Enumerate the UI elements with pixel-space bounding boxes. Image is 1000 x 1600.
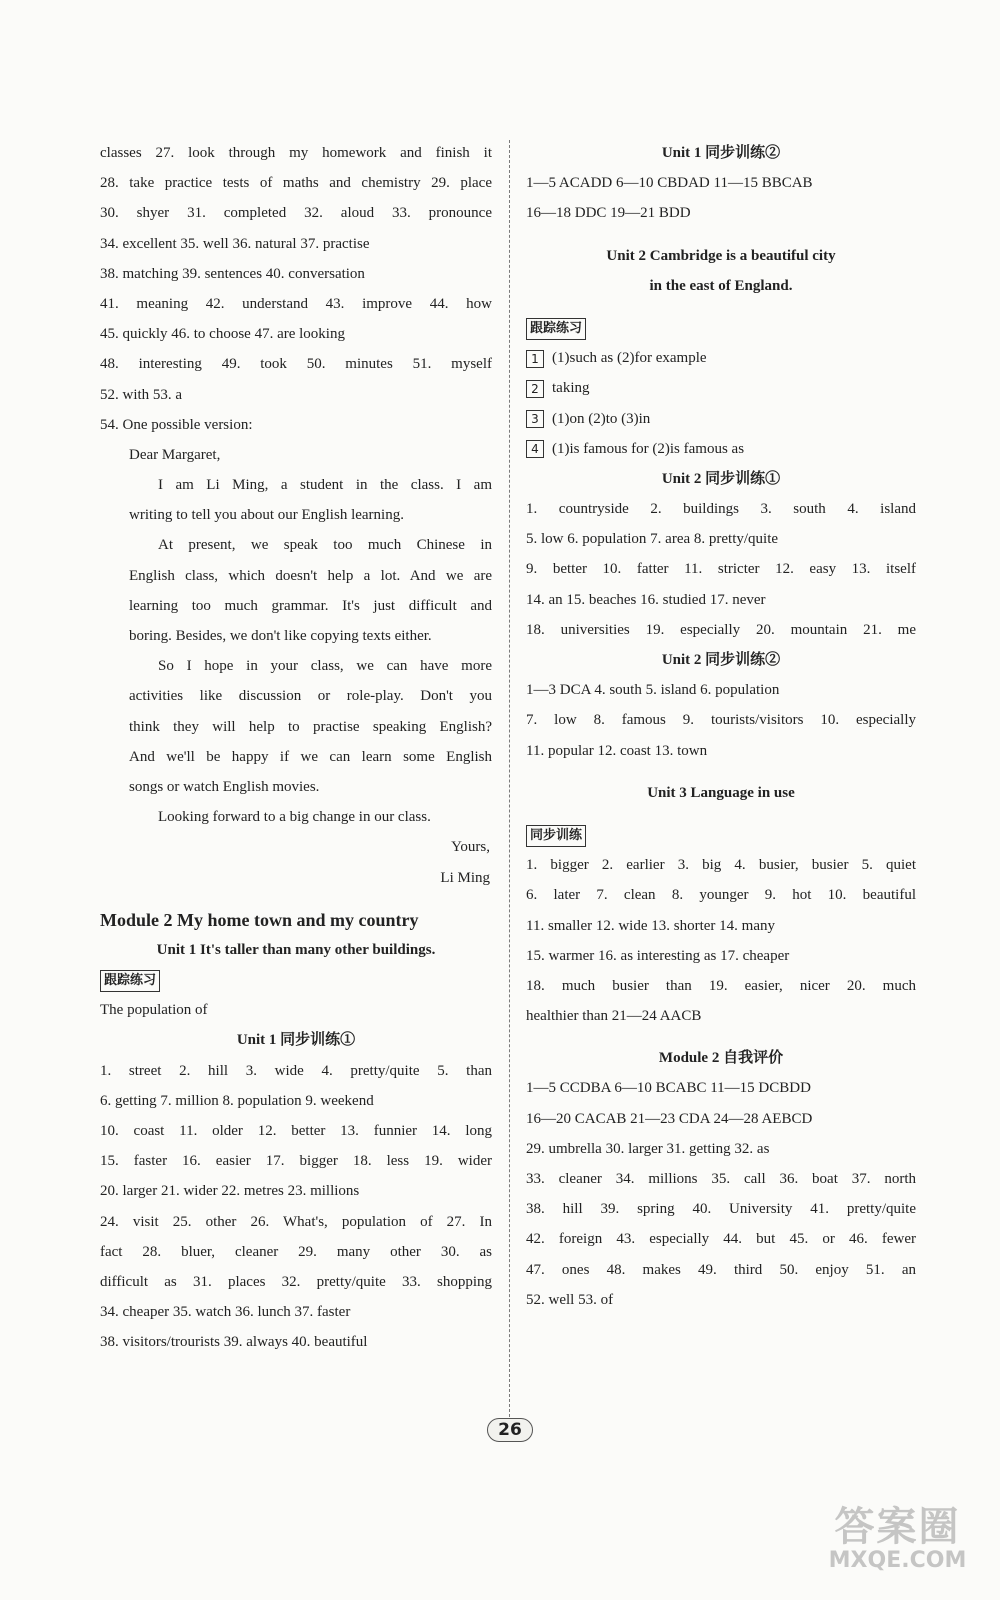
line-text: boring. Besides, we don't like copying texts either. <box>129 628 432 644</box>
right-column <box>526 138 916 1315</box>
answer-line <box>526 404 916 434</box>
number-box: 4 <box>526 440 544 458</box>
answer-line <box>100 1146 492 1176</box>
answer-line <box>100 772 492 802</box>
answer-line <box>100 1327 492 1357</box>
answer-line <box>100 935 492 965</box>
line-text: Unit 1 It's taller than many other buildings. <box>156 941 436 958</box>
answer-line <box>526 705 916 735</box>
answer-line <box>100 1116 492 1146</box>
line-text: English class, which doesn't help a lot. And we are <box>129 567 492 584</box>
answer-line <box>100 621 492 651</box>
answer-line <box>100 319 492 349</box>
spacer <box>526 301 916 313</box>
line-text: think they will help to practise speaking English? <box>129 718 492 735</box>
line-text: At present, we speak too much Chinese in <box>158 537 492 554</box>
line-text: 1. countryside 2. buildings 3. south 4. island <box>526 501 916 518</box>
line-text: 54. One possible version: <box>100 416 253 433</box>
line-text: Module 2 自我评价 <box>658 1050 784 1067</box>
answer-line <box>100 138 492 168</box>
answer-line <box>100 470 492 500</box>
answer-line <box>526 615 916 645</box>
answer-line <box>526 1255 916 1285</box>
answer-line <box>526 198 916 228</box>
answer-line <box>526 1285 916 1315</box>
answer-line <box>100 410 492 440</box>
section-tag-line <box>526 313 916 343</box>
line-text: 38. matching 39. sentences 40. conversation <box>100 265 365 282</box>
line-text: 1. bigger 2. earlier 3. big 4. busier, busier 5. quiet <box>526 857 916 874</box>
answer-line <box>100 802 492 832</box>
section-tag: 跟踪练习 <box>526 318 586 340</box>
line-text: 52. well 53. of <box>526 1291 614 1308</box>
answer-line <box>100 712 492 742</box>
answer-line <box>526 271 916 301</box>
watermark-title: 答案圈 <box>834 1504 961 1550</box>
answer-line <box>526 343 916 373</box>
line-text: 42. foreign 43. especially 44. but 45. or 46. fewer <box>526 1231 916 1248</box>
section-tag: 跟踪练习 <box>100 970 160 992</box>
answer-line <box>526 1134 916 1164</box>
line-text: fact 28. bluer, cleaner 29. many other 30. as <box>100 1243 492 1260</box>
answer-line <box>526 554 916 584</box>
line-text: songs or watch English movies. <box>129 778 320 795</box>
line-text: healthier than 21—24 AACB <box>526 1008 702 1025</box>
answer-line <box>100 229 492 259</box>
line-text: 15. faster 16. easier 17. bigger 18. less 19. wider <box>100 1153 492 1170</box>
answer-line <box>100 905 492 935</box>
line-text: 5. low 6. population 7. area 8. pretty/quite <box>526 531 779 548</box>
answer-line <box>100 1207 492 1237</box>
answer-line <box>526 1224 916 1254</box>
answer-line <box>100 832 492 862</box>
line-text: 29. umbrella 30. larger 31. getting 32. as <box>526 1140 770 1157</box>
line-text: 16—18 DDC 19—21 BDD <box>526 205 691 222</box>
answer-line <box>526 778 916 808</box>
line-text: writing to tell you about our English learning. <box>129 507 404 524</box>
line-text: 14. an 15. beaches 16. studied 17. never <box>526 591 766 608</box>
line-text: 15. warmer 16. as interesting as 17. cheaper <box>526 947 790 964</box>
answer-line <box>526 645 916 675</box>
line-text: 11. smaller 12. wide 13. shorter 14. many <box>526 917 775 934</box>
line-text: Unit 2 Cambridge is a beautiful city <box>606 247 836 264</box>
answer-line <box>526 1164 916 1194</box>
line-text: Unit 2 同步训练② <box>661 652 781 668</box>
section-tag: 同步训练 <box>526 825 586 847</box>
answer-line <box>100 651 492 681</box>
line-text: activities like discussion or role-play. Don't you <box>129 688 492 705</box>
line-text: 6. later 7. clean 8. younger 9. hot 10. beautiful <box>526 887 916 904</box>
line-text: 1—3 DCA 4. south 5. island 6. population <box>526 682 780 699</box>
line-text: Module 2 My home town and my country <box>100 909 419 930</box>
answer-line <box>526 585 916 615</box>
answer-line <box>100 289 492 319</box>
answer-line <box>100 1086 492 1116</box>
answer-line <box>526 241 916 271</box>
section-tag-line <box>526 820 916 850</box>
answer-line <box>526 850 916 880</box>
answer-line <box>100 1297 492 1327</box>
answer-line <box>100 1237 492 1267</box>
line-text: in the east of England. <box>649 277 793 294</box>
answer-line <box>526 434 916 464</box>
answer-line <box>526 1073 916 1103</box>
line-text: 10. coast 11. older 12. better 13. funnier 14. long <box>100 1123 492 1139</box>
answer-line <box>526 1104 916 1134</box>
answer-line <box>100 168 492 198</box>
answer-line <box>100 681 492 711</box>
answer-line <box>526 675 916 705</box>
spacer <box>526 808 916 820</box>
line-text: 24. visit 25. other 26. What's, population of 27. In <box>100 1213 492 1230</box>
answer-line <box>100 500 492 530</box>
line-text: 1—5 CCDBA 6—10 BCABC 11—15 DCBDD <box>526 1080 811 1097</box>
spacer <box>526 1031 916 1043</box>
line-text: 6. getting 7. million 8. population 9. weekend <box>100 1092 374 1109</box>
line-text: Unit 1 同步训练① <box>236 1032 356 1049</box>
line-text: So I hope in your class, we can have more <box>158 658 492 675</box>
line-text: Dear Margaret, <box>129 446 221 463</box>
spacer <box>526 766 916 778</box>
line-text: I am Li Ming, a student in the class. I am <box>158 477 492 494</box>
answer-line <box>526 911 916 941</box>
line-text: (1)on (2)to (3)in <box>552 410 651 427</box>
page-number <box>470 1418 550 1444</box>
watermark-url: MXQE.COM <box>828 1548 967 1573</box>
section-tag-line <box>100 965 492 995</box>
answer-line <box>100 1176 492 1206</box>
answer-line <box>100 742 492 772</box>
line-text: Looking forward to a big change in our class. <box>158 809 431 826</box>
line-text: classes 27. look through my homework and finish it <box>100 145 492 161</box>
line-text: 34. cheaper 35. watch 36. lunch 37. faster <box>100 1304 351 1321</box>
line-text: 30. shyer 31. completed 32. aloud 33. pronounce <box>100 205 492 222</box>
answer-line <box>526 736 916 766</box>
line-text: learning too much grammar. It's just difficult and <box>129 597 492 614</box>
answer-line <box>100 591 492 621</box>
line-text: 41. meaning 42. understand 43. improve 44. how <box>100 295 492 312</box>
answer-line <box>526 524 916 554</box>
answer-line <box>100 561 492 591</box>
line-text: 48. interesting 49. took 50. minutes 51. myself <box>100 356 492 373</box>
line-text: Yours, <box>451 839 490 856</box>
line-text: 45. quickly 46. to choose 47. are looking <box>100 326 345 343</box>
number-box: 3 <box>526 410 544 428</box>
column-divider <box>509 140 510 1442</box>
spacer <box>526 229 916 241</box>
line-text: 7. low 8. famous 9. tourists/visitors 10. especially <box>526 712 916 729</box>
line-text: 52. with 53. a <box>100 386 183 403</box>
line-text: 38. visitors/trourists 39. always 40. beautiful <box>100 1334 368 1351</box>
answer-line <box>100 995 492 1025</box>
answer-line <box>100 198 492 228</box>
line-text: And we'll be happy if we can learn some English <box>129 748 492 765</box>
number-box: 2 <box>526 380 544 398</box>
line-text: 18. universities 19. especially 20. mountain 21. me <box>526 621 916 638</box>
answer-line <box>100 440 492 470</box>
line-text: 38. hill 39. spring 40. University 41. pretty/quite <box>526 1201 916 1218</box>
line-text: 9. better 10. fatter 11. stricter 12. easy 13. itself <box>526 561 916 578</box>
answer-line <box>100 1056 492 1086</box>
line-text: taking <box>552 380 590 397</box>
line-text: 16—20 CACAB 21—23 CDA 24—28 AEBCD <box>526 1110 813 1127</box>
line-text: The population of <box>100 1002 208 1019</box>
line-text: 18. much busier than 19. easier, nicer 20. much <box>526 977 916 994</box>
line-text: 47. ones 48. makes 49. third 50. enjoy 51. an <box>526 1261 916 1278</box>
answer-line <box>100 380 492 410</box>
answer-line <box>526 1043 916 1073</box>
line-text: Unit 3 Language in use <box>647 784 795 801</box>
answer-line <box>526 464 916 494</box>
answer-line <box>526 168 916 198</box>
line-text: 28. take practice tests of maths and chemistry 29. place <box>100 175 492 192</box>
line-text: 1—5 ACADD 6—10 CBDAD 11—15 BBCAB <box>526 175 813 192</box>
left-column <box>100 138 492 1358</box>
answer-line <box>526 1001 916 1031</box>
answer-line <box>526 941 916 971</box>
answer-line <box>100 530 492 560</box>
answer-line <box>526 138 916 168</box>
answer-line <box>526 373 916 403</box>
watermark-logo <box>810 1495 985 1595</box>
line-text: (1)such as (2)for example <box>552 350 707 367</box>
line-text: 34. excellent 35. well 36. natural 37. practise <box>100 235 370 252</box>
answer-line <box>100 1267 492 1297</box>
answer-line <box>526 1194 916 1224</box>
line-text: 1. street 2. hill 3. wide 4. pretty/quite 5. than <box>100 1062 492 1079</box>
answer-line <box>100 259 492 289</box>
line-text: Unit 1 同步训练② <box>661 145 781 161</box>
spacer <box>100 893 492 905</box>
line-text: 33. cleaner 34. millions 35. call 36. boat 37. north <box>526 1171 916 1187</box>
answer-line <box>100 863 492 893</box>
answer-line <box>100 1025 492 1055</box>
line-text: difficult as 31. places 32. pretty/quite 33. shopping <box>100 1273 492 1290</box>
answer-line <box>526 971 916 1001</box>
answer-line <box>526 880 916 910</box>
line-text: Unit 2 同步训练① <box>661 470 781 487</box>
answer-line <box>100 349 492 379</box>
line-text: 11. popular 12. coast 13. town <box>526 742 708 759</box>
line-text: 20. larger 21. wider 22. metres 23. millions <box>100 1183 360 1200</box>
answer-line <box>526 494 916 524</box>
number-box: 1 <box>526 350 544 368</box>
line-text: (1)is famous for (2)is famous as <box>552 440 745 457</box>
page-number-label: 26 <box>487 1418 533 1442</box>
line-text: Li Ming <box>440 869 490 886</box>
